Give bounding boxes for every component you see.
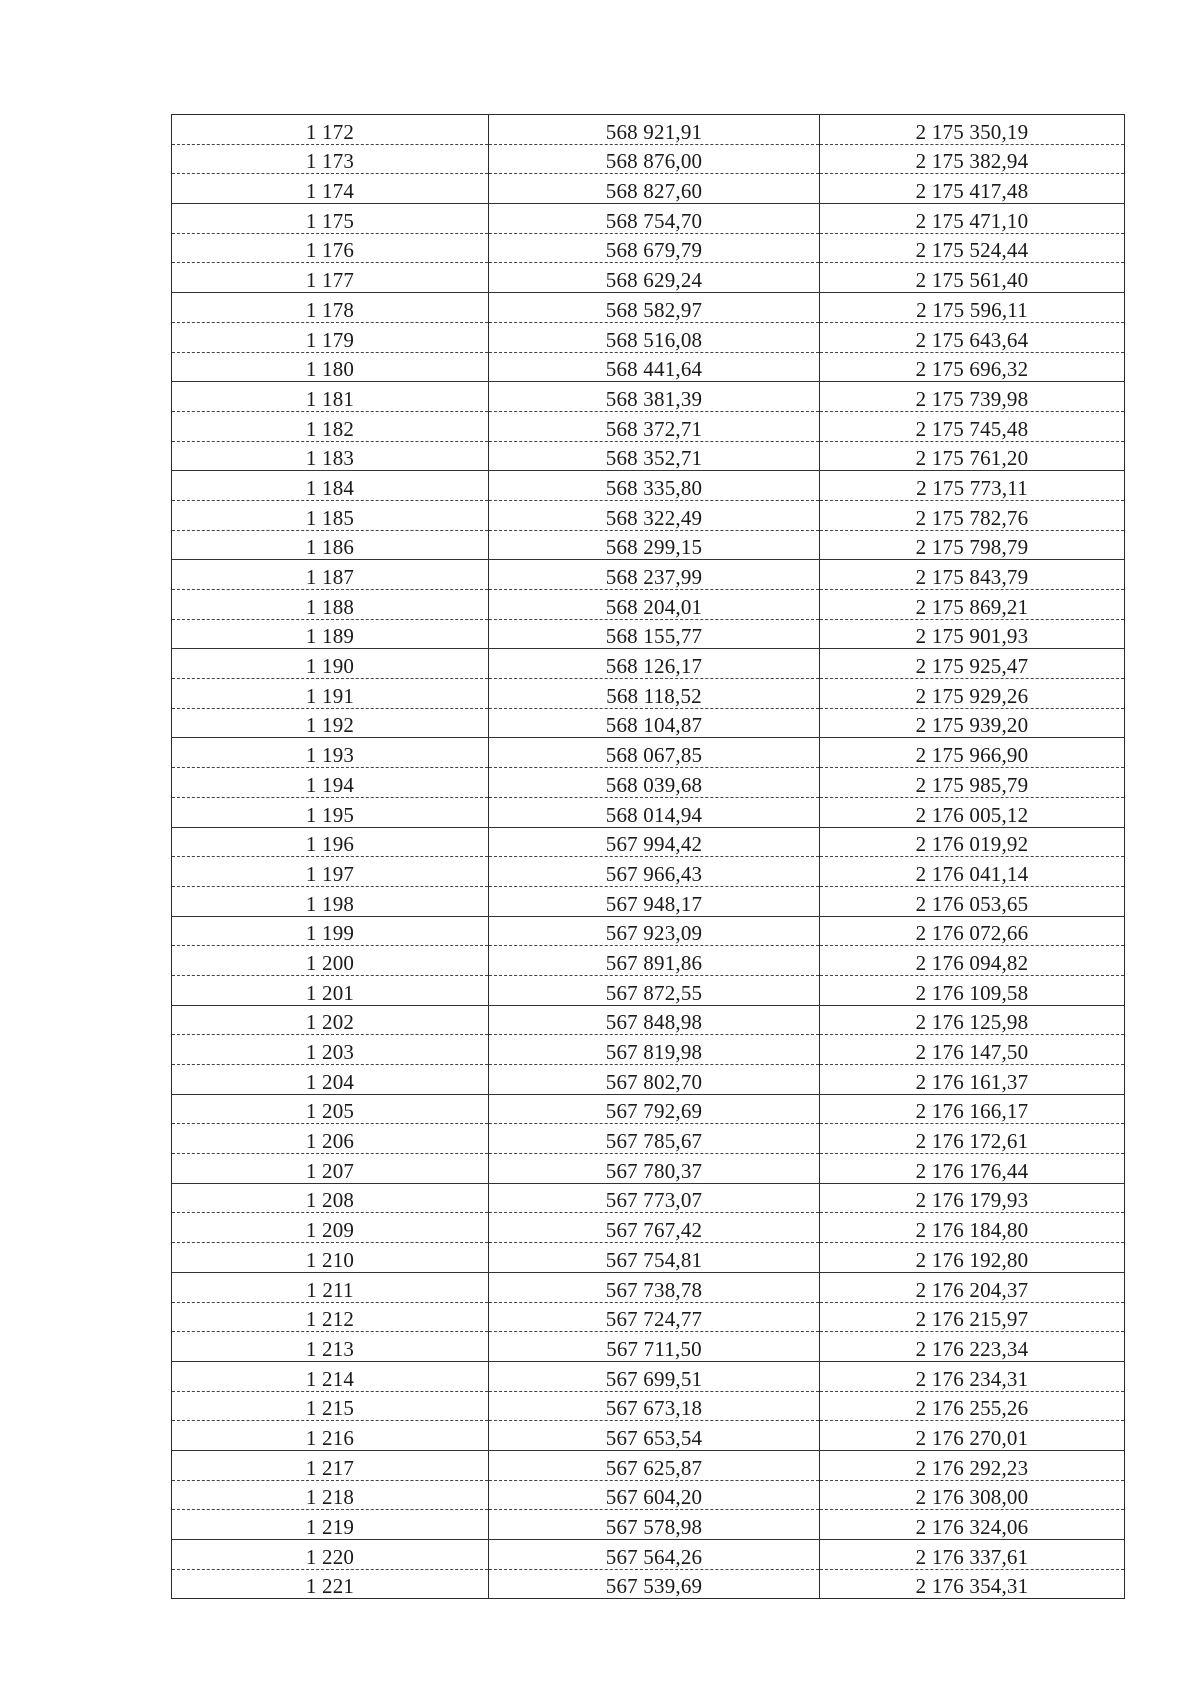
x-coordinate-cell: 568 372,71 — [489, 411, 820, 441]
table-row — [172, 679, 1125, 709]
y-coordinate-cell: 2 176 172,61 — [820, 1124, 1125, 1154]
table-row — [172, 1035, 1125, 1065]
table-row — [172, 560, 1125, 590]
table-row — [172, 1450, 1125, 1480]
table-row — [172, 471, 1125, 501]
y-coordinate-cell: 2 175 524,44 — [820, 233, 1125, 263]
point-number-cell: 1 187 — [172, 560, 489, 590]
point-number-cell: 1 174 — [172, 174, 489, 204]
y-coordinate-cell: 2 175 761,20 — [820, 441, 1125, 471]
x-coordinate-cell: 568 299,15 — [489, 530, 820, 560]
table-row — [172, 263, 1125, 293]
table-row — [172, 293, 1125, 323]
point-number-cell: 1 188 — [172, 590, 489, 620]
y-coordinate-cell: 2 175 643,64 — [820, 322, 1125, 352]
point-number-cell: 1 193 — [172, 738, 489, 768]
table-row — [172, 590, 1125, 620]
x-coordinate-cell: 567 767,42 — [489, 1213, 820, 1243]
x-coordinate-cell: 568 322,49 — [489, 500, 820, 530]
x-coordinate-cell: 567 872,55 — [489, 975, 820, 1005]
table-row — [172, 530, 1125, 560]
x-coordinate-cell: 567 948,17 — [489, 886, 820, 916]
point-number-cell: 1 214 — [172, 1361, 489, 1391]
x-coordinate-cell: 567 848,98 — [489, 1005, 820, 1035]
point-number-cell: 1 197 — [172, 857, 489, 887]
x-coordinate-cell: 567 673,18 — [489, 1391, 820, 1421]
y-coordinate-cell: 2 175 966,90 — [820, 738, 1125, 768]
table-row — [172, 441, 1125, 471]
x-coordinate-cell: 567 699,51 — [489, 1361, 820, 1391]
point-number-cell: 1 182 — [172, 411, 489, 441]
point-number-cell: 1 181 — [172, 382, 489, 412]
table-row — [172, 797, 1125, 827]
y-coordinate-cell: 2 176 255,26 — [820, 1391, 1125, 1421]
table-row — [172, 738, 1125, 768]
table-row — [172, 1510, 1125, 1540]
table-row — [172, 1154, 1125, 1184]
point-number-cell: 1 205 — [172, 1094, 489, 1124]
point-number-cell: 1 177 — [172, 263, 489, 293]
y-coordinate-cell: 2 176 166,17 — [820, 1094, 1125, 1124]
y-coordinate-cell: 2 176 192,80 — [820, 1243, 1125, 1273]
point-number-cell: 1 192 — [172, 708, 489, 738]
table-row — [172, 411, 1125, 441]
table-row — [172, 975, 1125, 1005]
point-number-cell: 1 213 — [172, 1332, 489, 1362]
x-coordinate-cell: 568 582,97 — [489, 293, 820, 323]
table-row — [172, 649, 1125, 679]
point-number-cell: 1 176 — [172, 233, 489, 263]
x-coordinate-cell: 567 539,69 — [489, 1569, 820, 1599]
point-number-cell: 1 206 — [172, 1124, 489, 1154]
y-coordinate-cell: 2 175 985,79 — [820, 768, 1125, 798]
point-number-cell: 1 221 — [172, 1569, 489, 1599]
x-coordinate-cell: 568 754,70 — [489, 204, 820, 234]
point-number-cell: 1 199 — [172, 916, 489, 946]
table-row — [172, 1421, 1125, 1451]
y-coordinate-cell: 2 176 161,37 — [820, 1065, 1125, 1095]
y-coordinate-cell: 2 176 270,01 — [820, 1421, 1125, 1451]
y-coordinate-cell: 2 176 223,34 — [820, 1332, 1125, 1362]
y-coordinate-cell: 2 176 179,93 — [820, 1183, 1125, 1213]
y-coordinate-cell: 2 176 072,66 — [820, 916, 1125, 946]
x-coordinate-cell: 568 352,71 — [489, 441, 820, 471]
y-coordinate-cell: 2 175 798,79 — [820, 530, 1125, 560]
x-coordinate-cell: 568 118,52 — [489, 679, 820, 709]
y-coordinate-cell: 2 176 041,14 — [820, 857, 1125, 887]
y-coordinate-cell: 2 176 215,97 — [820, 1302, 1125, 1332]
coordinates-table-body — [172, 115, 1125, 1599]
y-coordinate-cell: 2 176 184,80 — [820, 1213, 1125, 1243]
y-coordinate-cell: 2 176 019,92 — [820, 827, 1125, 857]
y-coordinate-cell: 2 176 308,00 — [820, 1480, 1125, 1510]
x-coordinate-cell: 567 785,67 — [489, 1124, 820, 1154]
point-number-cell: 1 215 — [172, 1391, 489, 1421]
point-number-cell: 1 219 — [172, 1510, 489, 1540]
y-coordinate-cell: 2 176 176,44 — [820, 1154, 1125, 1184]
y-coordinate-cell: 2 176 147,50 — [820, 1035, 1125, 1065]
table-row — [172, 115, 1125, 145]
x-coordinate-cell: 567 780,37 — [489, 1154, 820, 1184]
x-coordinate-cell: 568 827,60 — [489, 174, 820, 204]
table-row — [172, 619, 1125, 649]
point-number-cell: 1 196 — [172, 827, 489, 857]
point-number-cell: 1 211 — [172, 1272, 489, 1302]
x-coordinate-cell: 567 923,09 — [489, 916, 820, 946]
point-number-cell: 1 178 — [172, 293, 489, 323]
y-coordinate-cell: 2 176 125,98 — [820, 1005, 1125, 1035]
point-number-cell: 1 172 — [172, 115, 489, 145]
x-coordinate-cell: 568 104,87 — [489, 708, 820, 738]
x-coordinate-cell: 567 802,70 — [489, 1065, 820, 1095]
x-coordinate-cell: 568 155,77 — [489, 619, 820, 649]
coordinates-table — [171, 114, 1125, 1599]
table-row — [172, 1213, 1125, 1243]
x-coordinate-cell: 567 625,87 — [489, 1450, 820, 1480]
point-number-cell: 1 194 — [172, 768, 489, 798]
y-coordinate-cell: 2 175 869,21 — [820, 590, 1125, 620]
y-coordinate-cell: 2 175 739,98 — [820, 382, 1125, 412]
point-number-cell: 1 204 — [172, 1065, 489, 1095]
y-coordinate-cell: 2 176 204,37 — [820, 1272, 1125, 1302]
y-coordinate-cell: 2 176 292,23 — [820, 1450, 1125, 1480]
point-number-cell: 1 212 — [172, 1302, 489, 1332]
y-coordinate-cell: 2 175 929,26 — [820, 679, 1125, 709]
point-number-cell: 1 189 — [172, 619, 489, 649]
point-number-cell: 1 216 — [172, 1421, 489, 1451]
y-coordinate-cell: 2 176 354,31 — [820, 1569, 1125, 1599]
x-coordinate-cell: 568 335,80 — [489, 471, 820, 501]
table-row — [172, 1569, 1125, 1599]
x-coordinate-cell: 568 441,64 — [489, 352, 820, 382]
x-coordinate-cell: 567 578,98 — [489, 1510, 820, 1540]
x-coordinate-cell: 568 204,01 — [489, 590, 820, 620]
x-coordinate-cell: 567 711,50 — [489, 1332, 820, 1362]
point-number-cell: 1 184 — [172, 471, 489, 501]
y-coordinate-cell: 2 175 350,19 — [820, 115, 1125, 145]
y-coordinate-cell: 2 176 094,82 — [820, 946, 1125, 976]
point-number-cell: 1 203 — [172, 1035, 489, 1065]
y-coordinate-cell: 2 175 925,47 — [820, 649, 1125, 679]
table-row — [172, 916, 1125, 946]
x-coordinate-cell: 568 014,94 — [489, 797, 820, 827]
point-number-cell: 1 185 — [172, 500, 489, 530]
point-number-cell: 1 198 — [172, 886, 489, 916]
y-coordinate-cell: 2 176 109,58 — [820, 975, 1125, 1005]
point-number-cell: 1 207 — [172, 1154, 489, 1184]
x-coordinate-cell: 568 629,24 — [489, 263, 820, 293]
x-coordinate-cell: 568 876,00 — [489, 144, 820, 174]
x-coordinate-cell: 568 381,39 — [489, 382, 820, 412]
table-row — [172, 1005, 1125, 1035]
y-coordinate-cell: 2 175 782,76 — [820, 500, 1125, 530]
x-coordinate-cell: 568 921,91 — [489, 115, 820, 145]
table-row — [172, 352, 1125, 382]
x-coordinate-cell: 567 604,20 — [489, 1480, 820, 1510]
table-row — [172, 233, 1125, 263]
point-number-cell: 1 209 — [172, 1213, 489, 1243]
table-row — [172, 204, 1125, 234]
x-coordinate-cell: 567 891,86 — [489, 946, 820, 976]
y-coordinate-cell: 2 175 417,48 — [820, 174, 1125, 204]
table-row — [172, 382, 1125, 412]
y-coordinate-cell: 2 176 234,31 — [820, 1361, 1125, 1391]
y-coordinate-cell: 2 175 939,20 — [820, 708, 1125, 738]
y-coordinate-cell: 2 175 773,11 — [820, 471, 1125, 501]
x-coordinate-cell: 568 679,79 — [489, 233, 820, 263]
y-coordinate-cell: 2 175 901,93 — [820, 619, 1125, 649]
x-coordinate-cell: 568 237,99 — [489, 560, 820, 590]
point-number-cell: 1 180 — [172, 352, 489, 382]
point-number-cell: 1 220 — [172, 1540, 489, 1570]
table-row — [172, 500, 1125, 530]
y-coordinate-cell: 2 176 324,06 — [820, 1510, 1125, 1540]
table-row — [172, 946, 1125, 976]
point-number-cell: 1 208 — [172, 1183, 489, 1213]
table-row — [172, 1480, 1125, 1510]
x-coordinate-cell: 567 724,77 — [489, 1302, 820, 1332]
point-number-cell: 1 217 — [172, 1450, 489, 1480]
point-number-cell: 1 190 — [172, 649, 489, 679]
point-number-cell: 1 179 — [172, 322, 489, 352]
table-row — [172, 1302, 1125, 1332]
table-row — [172, 1361, 1125, 1391]
x-coordinate-cell: 567 564,26 — [489, 1540, 820, 1570]
table-row — [172, 827, 1125, 857]
x-coordinate-cell: 567 738,78 — [489, 1272, 820, 1302]
table-row — [172, 322, 1125, 352]
y-coordinate-cell: 2 175 596,11 — [820, 293, 1125, 323]
point-number-cell: 1 183 — [172, 441, 489, 471]
table-row — [172, 1243, 1125, 1273]
x-coordinate-cell: 567 773,07 — [489, 1183, 820, 1213]
table-row — [172, 174, 1125, 204]
point-number-cell: 1 218 — [172, 1480, 489, 1510]
y-coordinate-cell: 2 175 745,48 — [820, 411, 1125, 441]
x-coordinate-cell: 567 994,42 — [489, 827, 820, 857]
x-coordinate-cell: 568 516,08 — [489, 322, 820, 352]
point-number-cell: 1 186 — [172, 530, 489, 560]
table-row — [172, 768, 1125, 798]
y-coordinate-cell: 2 175 843,79 — [820, 560, 1125, 590]
table-row — [172, 144, 1125, 174]
point-number-cell: 1 173 — [172, 144, 489, 174]
table-row — [172, 1065, 1125, 1095]
point-number-cell: 1 202 — [172, 1005, 489, 1035]
x-coordinate-cell: 567 792,69 — [489, 1094, 820, 1124]
point-number-cell: 1 210 — [172, 1243, 489, 1273]
table-row — [172, 1124, 1125, 1154]
table-row — [172, 1272, 1125, 1302]
x-coordinate-cell: 568 067,85 — [489, 738, 820, 768]
point-number-cell: 1 201 — [172, 975, 489, 1005]
table-row — [172, 886, 1125, 916]
table-row — [172, 1183, 1125, 1213]
table-row — [172, 1094, 1125, 1124]
x-coordinate-cell: 567 966,43 — [489, 857, 820, 887]
y-coordinate-cell: 2 175 561,40 — [820, 263, 1125, 293]
table-row — [172, 857, 1125, 887]
x-coordinate-cell: 567 653,54 — [489, 1421, 820, 1451]
table-row — [172, 708, 1125, 738]
y-coordinate-cell: 2 175 471,10 — [820, 204, 1125, 234]
point-number-cell: 1 175 — [172, 204, 489, 234]
point-number-cell: 1 195 — [172, 797, 489, 827]
y-coordinate-cell: 2 176 005,12 — [820, 797, 1125, 827]
y-coordinate-cell: 2 176 053,65 — [820, 886, 1125, 916]
y-coordinate-cell: 2 175 696,32 — [820, 352, 1125, 382]
table-row — [172, 1540, 1125, 1570]
table-row — [172, 1332, 1125, 1362]
point-number-cell: 1 200 — [172, 946, 489, 976]
x-coordinate-cell: 568 126,17 — [489, 649, 820, 679]
y-coordinate-cell: 2 175 382,94 — [820, 144, 1125, 174]
table-row — [172, 1391, 1125, 1421]
y-coordinate-cell: 2 176 337,61 — [820, 1540, 1125, 1570]
x-coordinate-cell: 567 819,98 — [489, 1035, 820, 1065]
x-coordinate-cell: 567 754,81 — [489, 1243, 820, 1273]
x-coordinate-cell: 568 039,68 — [489, 768, 820, 798]
point-number-cell: 1 191 — [172, 679, 489, 709]
